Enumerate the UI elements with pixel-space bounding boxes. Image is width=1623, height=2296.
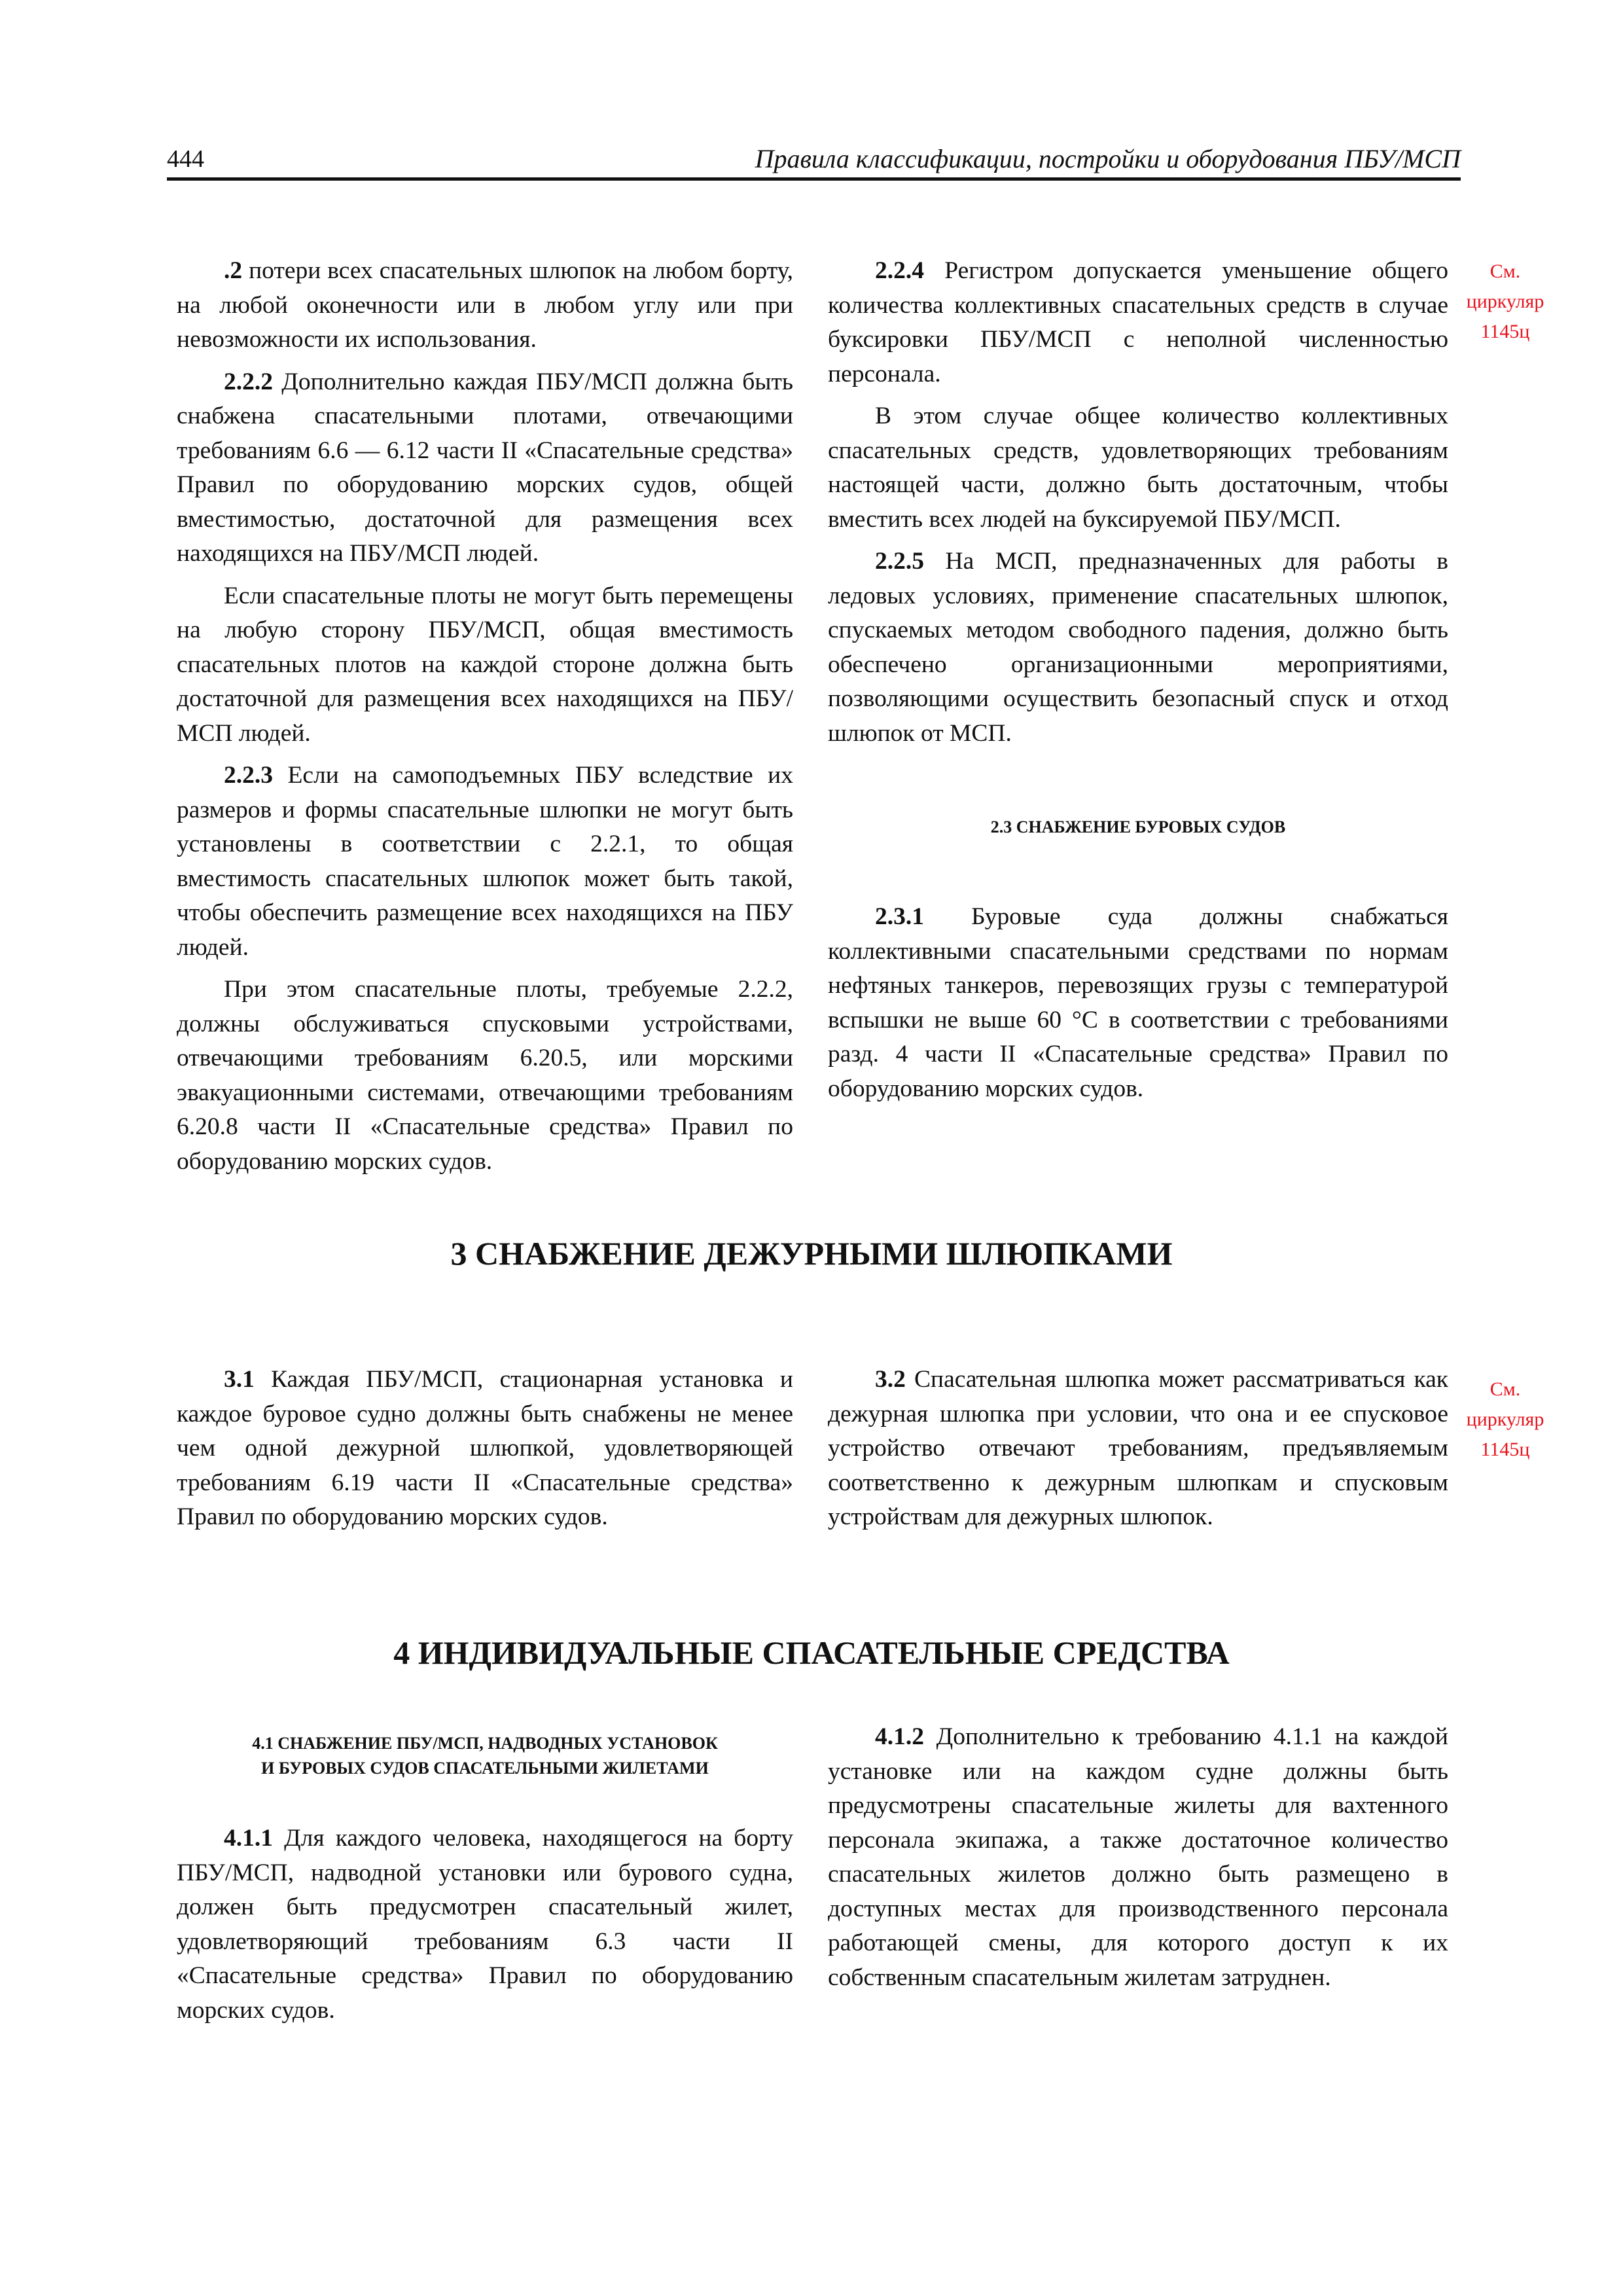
margin-note-line: 1145ц	[1480, 321, 1530, 342]
paragraph-text: Для каждого человека, находящегося на борту ПБУ/МСП, надводной установки или бурового судна, должен быть предусмотрен спасательный жилет, удовлетворяющий требованиям 6.3 части II «Спасательные средства» Правил по оборудованию морских судов.	[177, 1825, 793, 2024]
paragraph	[828, 900, 1448, 1106]
paragraph-text: Спасательная шлюпка может рассматриваться как дежурная шлюпка при условии, что она и ее спусковое устройство отвечают требованиям, предъявляемым соответственно к дежурным шлюпкам и спусковым устройствам для дежурных шлюпок.	[828, 1366, 1448, 1530]
paragraph-number: 4.1.2	[875, 1723, 924, 1750]
margin-note-line: 1145ц	[1480, 1439, 1530, 1460]
paragraph-text: Если спасательные плоты не могут быть перемещены на любую сторону ПБУ/МСП, общая вместимость спасательных плотов на каждой стороне должна быть достаточной для размещения всех находящихся на ПБУ/МСП людей.	[177, 582, 793, 747]
paragraph	[828, 254, 1448, 391]
paragraph	[177, 759, 793, 965]
subsection-title-line: 4.1 СНАБЖЕНИЕ ПБУ/МСП, НАДВОДНЫХ УСТАНОВОК	[252, 1734, 718, 1753]
margin-note-circular	[1463, 1374, 1548, 1465]
margin-note-line: См.	[1489, 1378, 1521, 1400]
subsection-title-line: И БУРОВЫХ СУДОВ СПАСАТЕЛЬНЫМИ ЖИЛЕТАМИ	[261, 1759, 709, 1778]
paragraph-text: Дополнительно каждая ПБУ/МСП должна быть снабжена спасательными плотами, отвечающими требованиям 6.6 — 6.12 части II «Спасательные средства» Правил по оборудованию морских судов, общей вместимостью, достаточной для размещения всех находящихся на ПБУ/МСП людей.	[177, 368, 793, 567]
paragraph-number: 4.1.1	[224, 1825, 273, 1852]
margin-note-line: См.	[1489, 260, 1521, 282]
paragraph	[177, 1363, 793, 1535]
right-column-mid	[828, 900, 1448, 1114]
paragraph-text: При этом спасательные плоты, требуемые 2.2.2, должны обслуживаться спусковыми устройствами, отвечающими требованиям 6.20.5, или морскими эвакуационными системами, отвечающими требованиям 6.20.8 части II «Спасательные средства» Правил по оборудованию морских судов.	[177, 976, 793, 1175]
left-column-section-3	[177, 1363, 793, 1543]
paragraph-number: 2.2.4	[875, 257, 924, 284]
paragraph	[177, 1821, 793, 2028]
paragraph	[828, 545, 1448, 751]
subsection-title: 2.3 СНАБЖЕНИЕ БУРОВЫХ СУДОВ	[990, 817, 1286, 836]
subsection-2-3	[828, 815, 1448, 840]
paragraph-text: Буровые суда должны снабжаться коллективными спасательными средствами по нормам нефтяных танкеров, перевозящих грузы с температурой вспышки не выше 60 °С в соответствии с требованиями разд. 4 части II «Спасательные средства» Правил по оборудованию морских судов.	[828, 903, 1448, 1102]
subsection-title	[177, 1731, 793, 1781]
paragraph	[177, 254, 793, 357]
paragraph-number: 3.1	[224, 1366, 255, 1393]
right-column-top	[828, 254, 1448, 759]
paragraph	[177, 973, 793, 1179]
paragraph-text: В этом случае общее количество коллективных спасательных средств, удовлетворяющих требованиям настоящей части, должно быть достаточным, чтобы вместить всех людей на буксируемой ПБУ/МСП.	[828, 403, 1448, 533]
paragraph-number: 2.3.1	[875, 903, 924, 930]
paragraph-text: Каждая ПБУ/МСП, стационарная установка и каждое буровое судно должны быть снабжены не менее чем одной дежурной шлюпкой, удовлетворяющей требованиям 6.19 части II «Спасательные средства» Правил по оборудованию морских судов.	[177, 1366, 793, 1530]
running-title: Правила классификации, постройки и оборудования ПБУ/МСП	[755, 144, 1461, 173]
page-number: 444	[167, 145, 204, 173]
paragraph-number: .2	[224, 257, 243, 284]
paragraph	[828, 1720, 1448, 1995]
section-title: 4 ИНДИВИДУАЛЬНЫЕ СПАСАТЕЛЬНЫЕ СРЕДСТВА	[393, 1634, 1230, 1671]
page-header	[167, 143, 1461, 181]
margin-note-line: циркуляр	[1466, 1408, 1544, 1430]
paragraph-text: Дополнительно к требованию 4.1.1 на каждой установке или на каждом судне должны быть предусмотрены спасательные жилеты для вахтенного персонала экипажа, а также достаточное количество спасательных жилетов должно быть размещено в доступных местах для производственного персонала работающей смены, для которого доступ к их собственным спасательным жилетам затруднен.	[828, 1723, 1448, 1991]
paragraph	[828, 1363, 1448, 1535]
paragraph-number: 2.2.2	[224, 368, 273, 395]
paragraph-text: потери всех спасательных шлюпок на любом борту, на любой оконечности или в любом углу или при невозможности их использования.	[177, 257, 793, 353]
paragraph-text: На МСП, предназначенных для работы в ледовых условиях, применение спасательных шлюпок, спускаемых методом свободного падения, должно быть обеспечено организационными мероприятиями, позволяющими осуществить безопасный спуск и отход шлюпок от МСП.	[828, 548, 1448, 747]
paragraph	[177, 365, 793, 571]
paragraph	[177, 579, 793, 751]
margin-note-circular	[1463, 257, 1548, 347]
left-column-section-4	[177, 1731, 793, 2036]
right-column-section-3	[828, 1363, 1448, 1543]
left-column-top	[177, 254, 793, 1187]
margin-note-line: циркуляр	[1466, 291, 1544, 312]
paragraph-text: Если на самоподъемных ПБУ вследствие их размеров и формы спасательные шлюпки не могут быть установлены в соответствии с 2.2.1, то общая вместимость спасательных шлюпок может быть такой, чтобы обеспечить размещение всех находящихся на ПБУ людей.	[177, 762, 793, 961]
paragraph-number: 3.2	[875, 1366, 906, 1393]
paragraph	[828, 399, 1448, 537]
paragraph-text: Регистром допускается уменьшение общего количества коллективных спасательных средств в случае буксировки ПБУ/МСП с неполной численностью персонала.	[828, 257, 1448, 387]
right-column-section-4	[828, 1720, 1448, 2003]
paragraph-number: 2.2.5	[875, 548, 924, 575]
section-title: 3 СНАБЖЕНИЕ ДЕЖУРНЫМИ ШЛЮПКАМИ	[450, 1235, 1173, 1272]
paragraph-number: 2.2.3	[224, 762, 273, 789]
